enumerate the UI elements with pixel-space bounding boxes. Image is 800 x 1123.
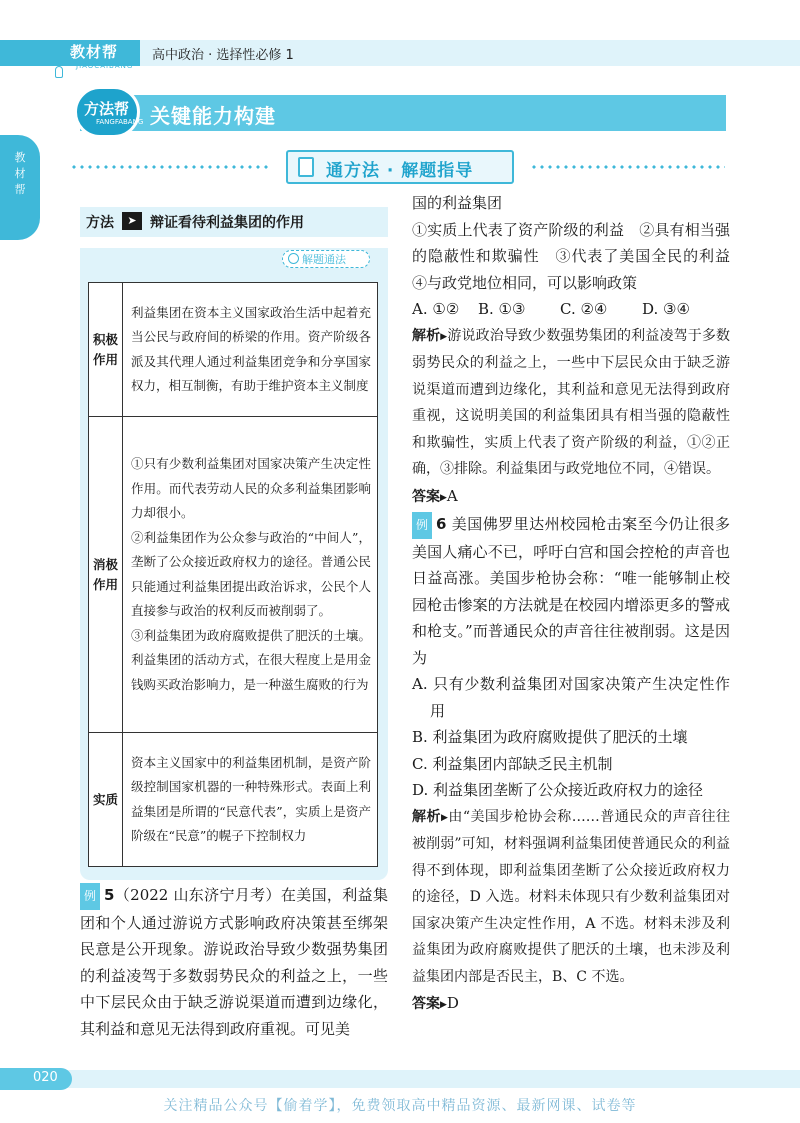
banner-badge-label: 方法帮 [84, 100, 130, 118]
option: B. ①③ [478, 300, 526, 318]
example-stem-text: 在美国，利益集团和个人通过游说方式影响政府决策甚至绑架民意是公开现象。游说政治导致少数强势集团的利益凌驾于多数弱势民众的利益之上，一些中下层民众由于缺乏游说渠道而遭到边缘化，其利益和意见无法得到政府重视。可见美 [80, 886, 388, 1038]
footer-note: 关注精品公众号【偷着学】，免费领取高中精品资源、最新网课、试卷等 [163, 1098, 637, 1114]
option: A. ①② [412, 300, 460, 318]
example5-options [412, 296, 730, 323]
example-source: （2022 山东济宁月考） [114, 886, 281, 904]
target-icon [288, 253, 299, 264]
page-bar [0, 1070, 800, 1088]
answer-label: 答案 [412, 996, 440, 1012]
example5-statements: ①实质上代表了资产阶级的利益 ②具有相当强的隐蔽性和欺骗性 ③代表了美国全民的利益 ④与政党地位相同，可以影响政策 [412, 220, 746, 292]
row-value: 利益集团在资本主义国家政治生活中起着充当公民与政府间的桥梁的作用。资产阶级各派及其代理人通过利益集团竞争和分享国家权力，相互制衡，有助于维护资本主义制度 [123, 283, 378, 417]
row-item: ③利益集团为政府腐败提供了肥沃的土壤。利益集团的活动方式，在很大程度上是用金钱购买政治影响力，是一种滋生腐败的行为 [131, 627, 371, 692]
row-value [123, 417, 378, 733]
row-key: 实质 [89, 733, 123, 867]
answer-label: 答案 [412, 488, 440, 505]
analysis-label: 解析 [412, 808, 441, 825]
option: D. 利益集团垄断了公众接近政府权力的途径 [412, 781, 704, 799]
triangle-icon: ▶ [440, 492, 447, 503]
row-key: 消极作用 [89, 417, 123, 733]
brand-subtitle: JIAOCAIBANG [76, 62, 134, 70]
option: C. 利益集团内部缺乏民主机制 [412, 754, 613, 773]
analysis-text: 由“美国步枪协会称……普通民众的声音往往被削弱”可知，材料强调利益集团使普通民众的利益得不到体现，即利益集团垄断了公众接近政府权力的途径，D 入选。材料未体现只有少数利益集团对国家决策产生决定性作用，A 不选。材料未涉及利益集团为政府腐败提供了肥沃的土壤，也未涉及利益集团内部是否民主，B、C 不选。 [412, 808, 731, 985]
option: B. 利益集团为政府腐败提供了肥沃的土壤 [412, 728, 688, 746]
table-row [89, 417, 378, 733]
triangle-icon: ▶ [440, 1000, 447, 1010]
method-tag-label: 解题通法 [302, 253, 346, 266]
sub-banner-title: 通方法 · 解题指导 [326, 161, 474, 181]
section-title: 关键能力构建 [150, 104, 276, 128]
example5-stem-cont: 国的利益集团 [412, 194, 503, 212]
brand-logo: 教材帮 [70, 43, 119, 61]
dotted-divider-right [530, 165, 725, 169]
table-row [89, 283, 378, 417]
option: C. ②④ [560, 300, 608, 318]
row-value: 资本主义国家中的利益集团机制，是资产阶级控制国家机器的一种特殊形式。表面上利益集团是所谓的“民意代表”，实质上是资产阶级在“民意”的幌子下控制权力 [123, 733, 378, 867]
page-number: 020 [33, 1070, 58, 1085]
example-tag: 例 [412, 512, 432, 539]
example6-options [412, 671, 730, 804]
row-item: ②利益集团作为公众参与政治的“中间人”，垄断了公众接近政府权力的途径。普通公民只能通过利益集团提出政治诉求，公民个人直接参与政治的权利反而被削弱了。 [131, 529, 371, 618]
banner-badge-subtitle: FANGFABANG [96, 118, 144, 126]
answer-value: D [446, 994, 459, 1012]
example5-answer [412, 483, 730, 512]
side-tab-label: 教材帮 [14, 151, 26, 196]
analysis-label: 解析 [412, 327, 441, 344]
row-key: 积极作用 [89, 283, 123, 417]
page-header [0, 0, 800, 90]
analysis-text: 游说政治导致少数强势集团的利益凌驾于多数弱势民众的利益之上，一些中下层民众由于缺乏游说渠道而遭到边缘化，其利益和意见无法得到政府重视，这说明美国的利益集团具有相当强的隐蔽性和欺骗性，实质上代表了资产阶级的利益，①②正确，③排除。利益集团与政党地位不同，④错误。 [412, 327, 731, 477]
method-title: 辩证看待利益集团的作用 [150, 215, 304, 231]
notepad-icon [298, 157, 314, 177]
row-item: ①只有少数利益集团对国家决策产生决定性作用。而代表劳动人民的众多利益集团影响力却很小。 [131, 456, 371, 520]
paper-plane-icon: ➤ [122, 212, 142, 230]
example6-analysis [412, 804, 730, 991]
dotted-divider-left [70, 165, 270, 169]
example6-answer [412, 990, 730, 1019]
example5-stem [80, 882, 388, 1042]
example6-stem [412, 511, 730, 671]
triangle-icon: ▶ [440, 331, 448, 342]
method-label: 方法 [86, 215, 114, 231]
option: A. 只有少数利益集团对国家决策产生决定性作用 [412, 675, 730, 720]
example-tag: 例 [80, 883, 100, 910]
method-table [88, 282, 378, 867]
example-stem-text: 美国佛罗里达州校园枪击案至今仍让很多美国人痛心不已，呼吁白宫和国会控枪的声音也日益高涨。美国步枪协会称：“唯一能够制止校园枪击惨案的方法就是在校园内增添更多的警戒和枪支。”而普通民众的声音往往被削弱。这是因为 [412, 515, 730, 667]
example-number: 5 [104, 886, 115, 904]
example-number: 6 [436, 515, 447, 533]
option: D. ③④ [642, 300, 690, 318]
right-column [412, 190, 746, 1019]
lightbulb-icon [55, 66, 63, 78]
answer-value: A [446, 486, 458, 505]
table-row [89, 733, 378, 867]
example5-analysis [412, 323, 730, 483]
course-title: 高中政治 · 选择性必修 1 [152, 48, 294, 63]
triangle-icon: ▶ [440, 812, 449, 823]
